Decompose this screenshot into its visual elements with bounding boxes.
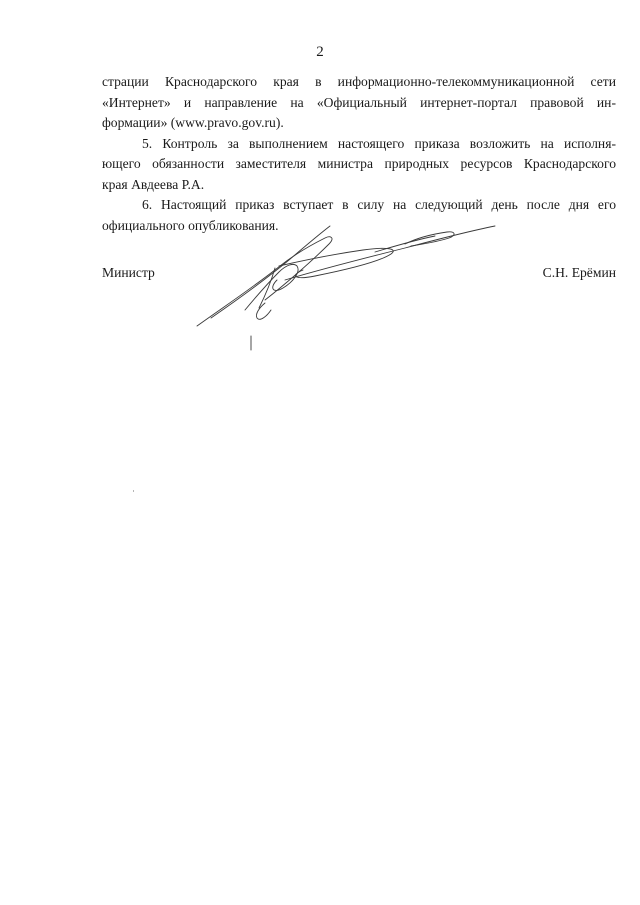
- text-line: края Авдеева Р.А.: [102, 176, 205, 192]
- text-line: 5. Контроль за выполнением настоящего приказа возложить на исполня-: [142, 135, 616, 151]
- text-line: официального опубликования.: [102, 217, 279, 233]
- page-number: 2: [316, 44, 324, 60]
- paragraph-publication: [102, 72, 616, 134]
- scan-speck: [133, 490, 134, 492]
- text-line: ющего обязанности заместителя министра природных ресурсов Краснодарского: [102, 156, 616, 171]
- handwritten-signature: [185, 208, 505, 353]
- paragraph-item-5: [102, 134, 616, 196]
- signatory-name: С.Н. Ерёмин: [542, 265, 616, 280]
- text-line: «Интернет» и направление на «Официальный интернет-портал правовой ин-: [102, 94, 616, 110]
- text-line: формации» (www.pravo.gov.ru).: [102, 115, 284, 130]
- signatory-title: Министр: [102, 265, 155, 280]
- text-line: страции Краснодарского края в информационно-телекоммуникационной сети: [102, 74, 616, 89]
- text-line: 6. Настоящий приказ вступает в силу на следующий день после дня его: [142, 197, 616, 212]
